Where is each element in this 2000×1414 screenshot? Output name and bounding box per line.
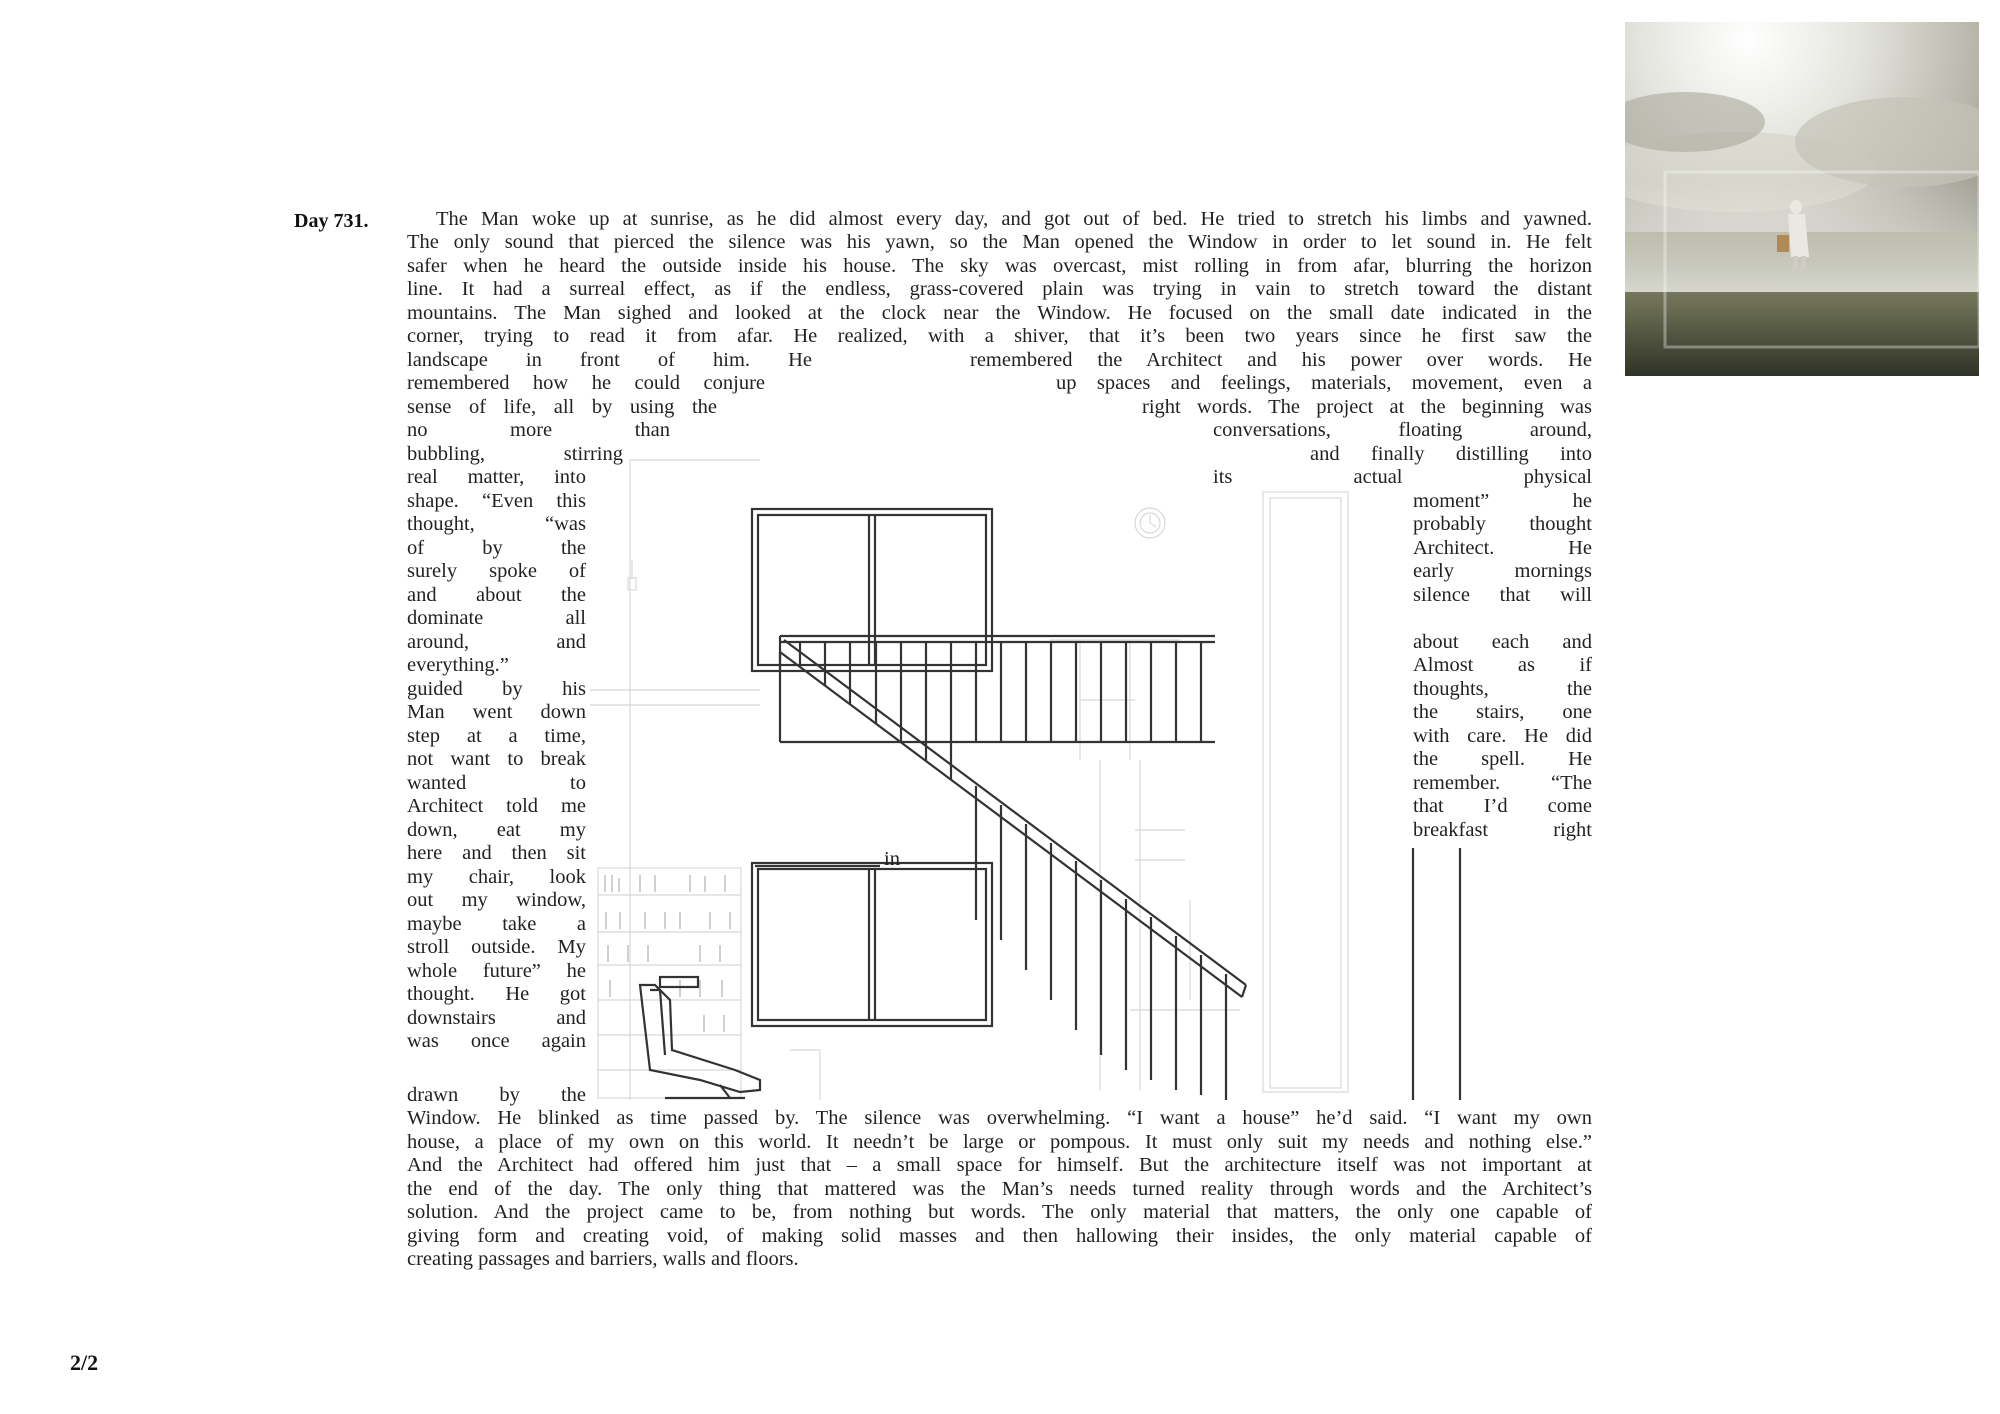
text-line: house, a place of my own on this world. It needn’t be large or pompous. It must only suit my needs and nothing else.” bbox=[407, 1131, 1592, 1153]
text-line: with care. He did bbox=[1413, 725, 1592, 747]
page-number: 2/2 bbox=[70, 1350, 99, 1375]
text-line: remembered the Architect and his power over words. He bbox=[970, 349, 1592, 371]
text-line: up spaces and feelings, materials, movement, even a bbox=[1056, 372, 1592, 394]
text-line: that I’d come bbox=[1413, 795, 1592, 817]
text-line: around, and bbox=[407, 631, 586, 653]
text-line: was once again bbox=[407, 1030, 586, 1052]
text-line: conversations, floating around, bbox=[1213, 419, 1592, 441]
text-line: thought. He got bbox=[407, 983, 586, 1005]
text-line: the end of the day. The only thing that mattered was the Man’s needs turned reality through words and the Architect’s bbox=[407, 1178, 1592, 1200]
text-line: stroll outside. My bbox=[407, 936, 586, 958]
text-line: solution. And the project came to be, from nothing but words. The only material that matters, the only one capable of bbox=[407, 1201, 1592, 1223]
text-line: right words. The project at the beginning was bbox=[1142, 396, 1592, 418]
text-line: landscape in front of him. He bbox=[407, 349, 812, 371]
text-line: not want to break bbox=[407, 748, 586, 770]
text-line: Window. He blinked as time passed by. The silence was overwhelming. “I want a house” he’d said. “I want my own bbox=[407, 1107, 1592, 1129]
text-line: and about the bbox=[407, 584, 586, 606]
text-line: remember. “The bbox=[1413, 772, 1592, 794]
text-line: wanted to bbox=[407, 772, 586, 794]
text-line: downstairs and bbox=[407, 1007, 586, 1029]
text-line: moment” he bbox=[1413, 490, 1592, 512]
text-line: mountains. The Man sighed and looked at the clock near the Window. He focused on the small date indicated in the bbox=[407, 302, 1592, 324]
text-line: in bbox=[884, 848, 900, 870]
text-line: maybe take a bbox=[407, 913, 586, 935]
text-line: The Man woke up at sunrise, as he did almost every day, and got out of bed. He tried to stretch his limbs and yawned. bbox=[436, 208, 1592, 230]
text-line: my chair, look bbox=[407, 866, 586, 888]
text-line: no more than bbox=[407, 419, 670, 441]
text-line: step at a time, bbox=[407, 725, 586, 747]
text-line: Man went down bbox=[407, 701, 586, 723]
text-line: out my window, bbox=[407, 889, 586, 911]
text-line: breakfast right bbox=[1413, 819, 1592, 841]
text-line: corner, trying to read it from afar. He realized, with a shiver, that it’s been two years since he first saw the bbox=[407, 325, 1592, 347]
text-line: remembered how he could conjure bbox=[407, 372, 765, 394]
text-line: creating passages and barriers, walls and floors. bbox=[407, 1248, 799, 1270]
text-line: safer when he heard the outside inside his house. The sky was overcast, mist rolling in from afar, blurring the horizon bbox=[407, 255, 1592, 277]
text-line: shape. “Even this bbox=[407, 490, 586, 512]
text-line: early mornings bbox=[1413, 560, 1592, 582]
text-line: Almost as if bbox=[1413, 654, 1592, 676]
text-line: whole future” he bbox=[407, 960, 586, 982]
text-line: and finally distilling into bbox=[1310, 443, 1592, 465]
text-line: Architect. He bbox=[1413, 537, 1592, 559]
text-line: guided by his bbox=[407, 678, 586, 700]
text-line: thought, “was bbox=[407, 513, 586, 535]
text-line: surely spoke of bbox=[407, 560, 586, 582]
text-line: real matter, into bbox=[407, 466, 586, 488]
text-line: silence that will bbox=[1413, 584, 1592, 606]
text-line: Architect told me bbox=[407, 795, 586, 817]
text-line: The only sound that pierced the silence was his yawn, so the Man opened the Window in order to let sound in. He felt bbox=[407, 231, 1592, 253]
text-line: everything.” bbox=[407, 654, 509, 676]
text-line: sense of life, all by using the bbox=[407, 396, 717, 418]
text-line: of by the bbox=[407, 537, 586, 559]
text-line: here and then sit bbox=[407, 842, 586, 864]
text-line: giving form and creating void, of making solid masses and then hallowing their insides, the only material capable of bbox=[407, 1225, 1592, 1247]
text-line: drawn by the bbox=[407, 1084, 586, 1106]
text-line: down, eat my bbox=[407, 819, 586, 841]
text-line: the stairs, one bbox=[1413, 701, 1592, 723]
day-label: Day 731. bbox=[294, 210, 369, 232]
text-line: line. It had a surreal effect, as if the endless, grass-covered plain was trying in vain to stretch toward the distant bbox=[407, 278, 1592, 300]
text-line: bubbling, stirring bbox=[407, 443, 623, 465]
text-line: thoughts, the bbox=[1413, 678, 1592, 700]
text-line: probably thought bbox=[1413, 513, 1592, 535]
text-line: its actual physical bbox=[1213, 466, 1592, 488]
text-line: And the Architect had offered him just that – a small space for himself. But the architecture itself was not important at bbox=[407, 1154, 1592, 1176]
text-line: about each and bbox=[1413, 631, 1592, 653]
misty-landscape-photo bbox=[1625, 22, 1979, 376]
text-line: dominate all bbox=[407, 607, 586, 629]
text-line: the spell. He bbox=[1413, 748, 1592, 770]
